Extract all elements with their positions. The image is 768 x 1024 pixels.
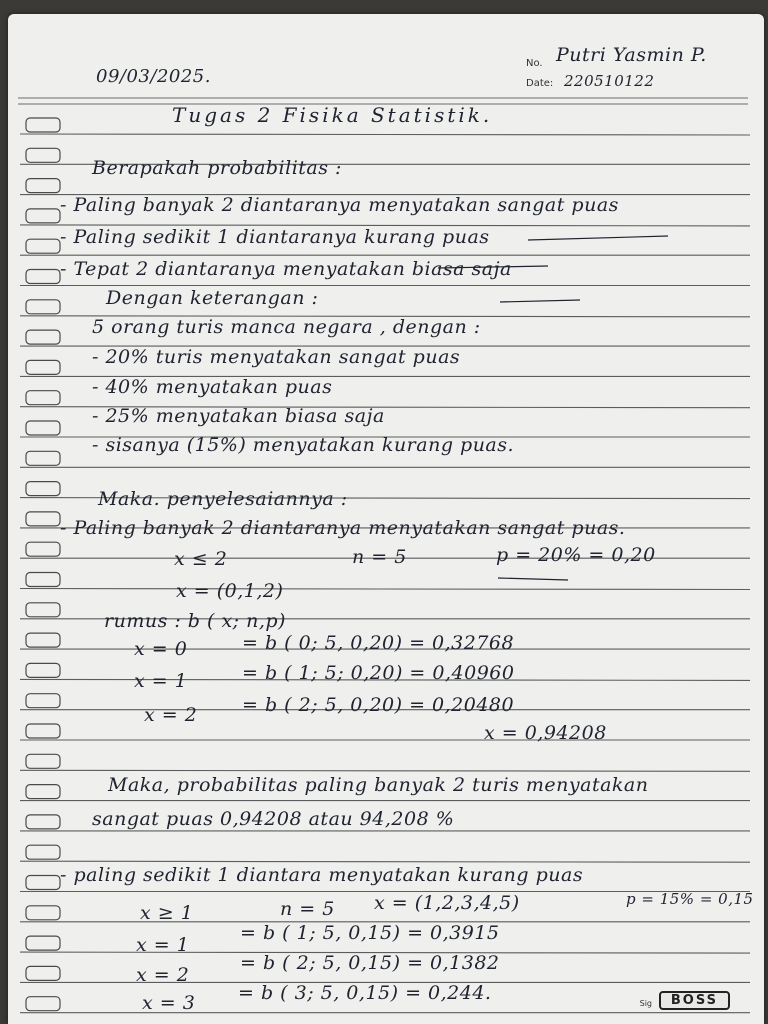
margin-checkbox	[26, 573, 60, 587]
date-label: Date:	[526, 78, 554, 89]
margin-checkbox	[26, 360, 60, 374]
text-line: Dengan keterangan :	[106, 287, 319, 309]
text-line: - 40% menyatakan puas	[92, 376, 333, 398]
ink-underline	[500, 300, 580, 302]
margin-checkbox	[26, 391, 60, 405]
text-line: x = 0	[134, 638, 188, 660]
margin-checkbox	[26, 633, 60, 647]
margin-checkbox	[26, 754, 60, 768]
text-line: - Tepat 2 diantaranya menyatakan biasa saja	[60, 258, 512, 280]
text-line: x = 0,94208	[484, 722, 607, 744]
margin-checkbox	[26, 815, 60, 829]
text-line: = b ( 0; 5, 0,20) = 0,32768	[242, 632, 515, 654]
text-line: rumus : b ( x; n,p)	[104, 610, 286, 632]
ink-underline	[498, 578, 568, 580]
text-line: Maka. penyelesaiannya :	[98, 488, 348, 510]
page-title: Tugas 2 Fisika Statistik.	[172, 103, 493, 127]
margin-checkbox	[26, 997, 60, 1011]
text-line: p = 20% = 0,20	[496, 544, 656, 566]
text-line: x = 3	[142, 992, 196, 1014]
margin-checkbox	[26, 270, 60, 284]
text-line: Maka, probabilitas paling banyak 2 turis menyatakan	[108, 774, 649, 796]
text-line: x = (0,1,2)	[176, 580, 284, 602]
margin-checkbox	[26, 542, 60, 556]
text-line: n = 5	[280, 898, 335, 920]
margin-checkbox	[26, 603, 60, 617]
text-line: 5 orang turis manca negara , dengan :	[92, 316, 481, 338]
text-line: x ≥ 1	[140, 902, 194, 924]
margin-checkbox	[26, 118, 60, 132]
margin-checkbox	[26, 845, 60, 859]
text-line: x = 2	[136, 964, 190, 986]
margin-checkbox	[26, 906, 60, 920]
ruled-line	[20, 861, 750, 862]
text-line: = b ( 1; 5, 0,15) = 0,3915	[240, 922, 500, 944]
margin-checkbox	[26, 512, 60, 526]
text-line: x = (1,2,3,4,5)	[374, 892, 520, 914]
brand-sig: Sig	[639, 999, 652, 1008]
margin-checkbox	[26, 179, 60, 193]
ruled-line	[20, 770, 750, 771]
text-line: - Paling sedikit 1 diantaranya kurang puas	[60, 226, 490, 248]
no-label: No.	[526, 58, 543, 69]
text-line: x = 1	[136, 934, 190, 956]
margin-checkbox	[26, 239, 60, 253]
text-line: - paling sedikit 1 diantara menyatakan kurang puas	[60, 864, 584, 886]
text-line: = b ( 3; 5, 0,15) = 0,244.	[238, 982, 492, 1004]
text-line: = b ( 1; 5; 0,20) = 0,40960	[242, 662, 515, 684]
margin-checkbox	[26, 148, 60, 162]
student-name: Putri Yasmin P.	[556, 44, 707, 66]
text-line: n = 5	[352, 546, 407, 568]
notebook-page	[8, 14, 764, 1024]
margin-checkbox	[26, 876, 60, 890]
text-line: - Paling banyak 2 diantaranya menyatakan sangat puas.	[60, 517, 626, 539]
margin-checkbox	[26, 785, 60, 799]
text-line: sangat puas 0,94208 atau 94,208 %	[92, 808, 455, 830]
text-line: x = 2	[144, 704, 198, 726]
ink-underline	[528, 236, 668, 240]
margin-checkbox	[26, 482, 60, 496]
text-line: = b ( 2; 5, 0,20) = 0,20480	[242, 694, 515, 716]
text-line: - sisanya (15%) menyatakan kurang puas.	[92, 434, 515, 456]
text-line: x ≤ 2	[174, 548, 228, 570]
margin-checkbox	[26, 421, 60, 435]
text-line: - 25% menyatakan biasa saja	[92, 405, 385, 427]
ruled-line	[20, 589, 750, 590]
margin-checkbox	[26, 451, 60, 465]
margin-checkbox	[26, 663, 60, 677]
text-line: - 20% turis menyatakan sangat puas	[92, 346, 461, 368]
date-text: 09/03/2025.	[96, 66, 211, 87]
text-line: p = 15% = 0,15	[626, 890, 754, 908]
margin-checkbox	[26, 330, 60, 344]
brand-logo: BOSS	[659, 991, 730, 1010]
margin-checkbox	[26, 694, 60, 708]
margin-checkbox	[26, 209, 60, 223]
text-line: = b ( 2; 5, 0,15) = 0,1382	[240, 952, 500, 974]
ruled-line	[20, 134, 750, 135]
text-line: - Paling banyak 2 diantaranya menyatakan sangat puas	[60, 194, 619, 216]
margin-checkbox	[26, 300, 60, 314]
text-line: Berapakah probabilitas :	[92, 157, 342, 179]
student-id: 220510122	[564, 72, 655, 90]
margin-checkbox	[26, 724, 60, 738]
margin-checkbox	[26, 936, 60, 950]
margin-checkbox	[26, 966, 60, 980]
text-line: x = 1	[134, 670, 188, 692]
